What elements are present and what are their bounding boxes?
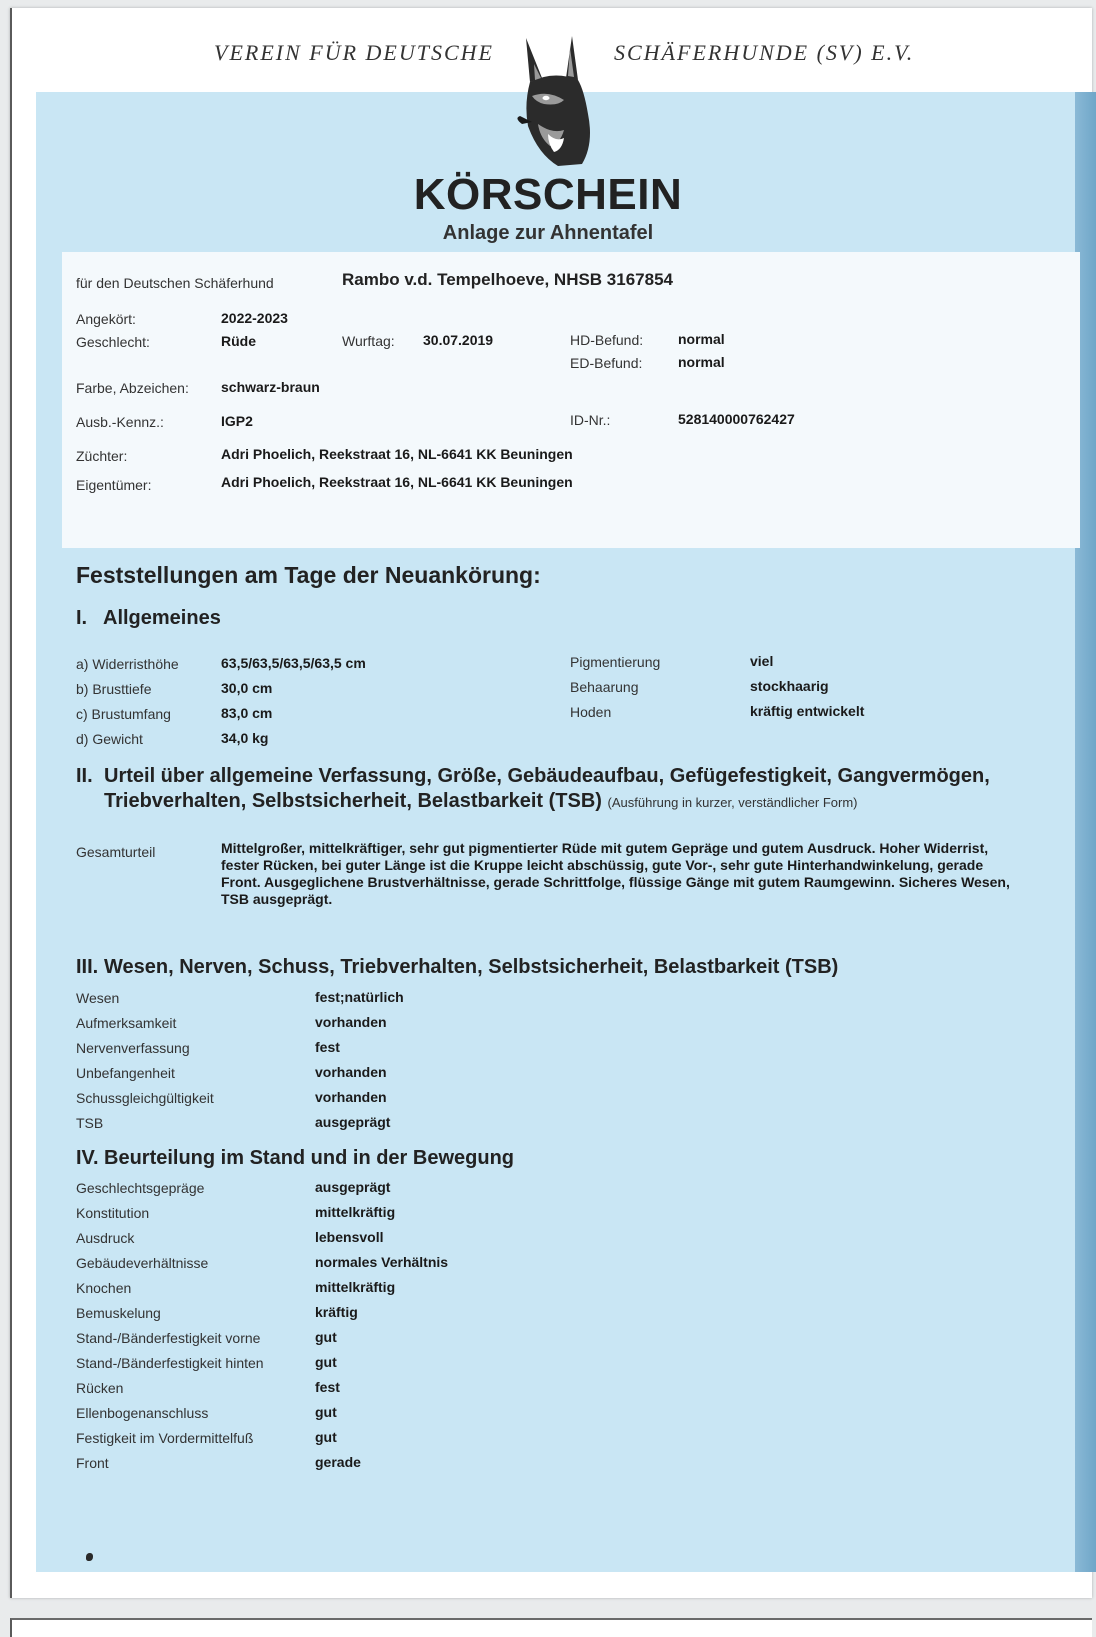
geschlecht-value: Rüde bbox=[221, 333, 256, 349]
s4-label: Rücken bbox=[76, 1380, 124, 1396]
s3-value: fest;natürlich bbox=[315, 989, 404, 1005]
s4-value: normales Verhältnis bbox=[315, 1254, 449, 1270]
s1-left-label: c) Brustumfang bbox=[76, 706, 171, 722]
section-3-title: Wesen, Nerven, Schuss, Triebverhalten, Selbstsicherheit, Belastbarkeit (TSB) bbox=[104, 956, 839, 978]
s1-right-label: Hoden bbox=[570, 704, 612, 720]
s3-label: TSB bbox=[76, 1115, 104, 1131]
s4-value: ausgeprägt bbox=[315, 1179, 391, 1195]
s1-right-label: Behaarung bbox=[570, 679, 639, 695]
gesamturteil-text: Mittelgroßer, mittelkräftiger, sehr gut pigmentierter Rüde mit gutem Gepräge und gutem Ausdruck. Hoher Widerrist, fester Rücken, bei guter Länge ist die Kruppe leicht abschüssig, gute Vor-, sehr gute Hinterhandwinkelung, gerade Front. Ausgeglichene Brustverhältnisse, gerade Schrittfolge, flüssige Gänge mit gutem Raumgewinn. Sicheres Wesen, TSB ausgeprägt. bbox=[221, 840, 1010, 907]
ed-value: normal bbox=[678, 354, 725, 370]
ink-mark bbox=[86, 1553, 93, 1561]
s4-value: gerade bbox=[315, 1454, 361, 1470]
hd-label: HD-Befund: bbox=[570, 332, 644, 348]
club-name-left: VEREIN FÜR DEUTSCHE bbox=[214, 40, 494, 65]
zuechter-label: Züchter: bbox=[76, 448, 128, 464]
s4-label: Ausdruck bbox=[76, 1230, 135, 1246]
s3-value: vorhanden bbox=[315, 1089, 387, 1105]
s3-label: Schussgleichgültigkeit bbox=[76, 1090, 214, 1106]
s1-right-value: kräftig entwickelt bbox=[750, 703, 865, 719]
s4-label: Front bbox=[76, 1455, 109, 1471]
s3-label: Wesen bbox=[76, 990, 120, 1006]
id-value: 528140000762427 bbox=[678, 411, 795, 427]
farbe-value: schwarz-braun bbox=[221, 379, 320, 395]
angekoert-label: Angekört: bbox=[76, 311, 136, 327]
s3-value: vorhanden bbox=[315, 1064, 387, 1080]
s1-left-value: 83,0 cm bbox=[221, 705, 273, 721]
s1-left-value: 30,0 cm bbox=[221, 680, 273, 696]
s4-label: Stand-/Bänderfestigkeit vorne bbox=[76, 1330, 261, 1346]
s1-left-value: 63,5/63,5/63,5/63,5 cm bbox=[221, 655, 366, 671]
ausb-value: IGP2 bbox=[221, 413, 253, 429]
s1-right-value: stockhaarig bbox=[750, 678, 829, 694]
next-page-edge bbox=[10, 1618, 1092, 1637]
section-4-number: IV. bbox=[76, 1147, 99, 1169]
section-2-title-line2 bbox=[104, 788, 858, 816]
section-1-title: Allgemeines bbox=[103, 607, 221, 629]
s4-value: fest bbox=[315, 1379, 340, 1395]
s1-left-value: 34,0 kg bbox=[221, 730, 269, 746]
wurftag-value: 30.07.2019 bbox=[423, 332, 494, 348]
ed-label: ED-Befund: bbox=[570, 355, 643, 371]
section-2-number: II. bbox=[76, 765, 93, 787]
club-name-right: SCHÄFERHUNDE (SV) E.V. bbox=[614, 40, 915, 65]
document-subtitle: Anlage zur Ahnentafel bbox=[442, 222, 654, 244]
s1-right-label: Pigmentierung bbox=[570, 654, 661, 670]
s4-value: gut bbox=[315, 1354, 337, 1370]
findings-heading: Feststellungen am Tage der Neuankörung: bbox=[76, 562, 541, 588]
eigentuemer-value: Adri Phoelich, Reekstraat 16, NL-6641 KK Beuningen bbox=[221, 474, 573, 490]
s4-label: Knochen bbox=[76, 1280, 132, 1296]
farbe-label: Farbe, Abzeichen: bbox=[76, 380, 189, 396]
s3-value: fest bbox=[315, 1039, 340, 1055]
section-2-title-line1: Urteil über allgemeine Verfassung, Größe, Gebäudeaufbau, Gefügefestigkeit, Gangvermögen, bbox=[104, 765, 990, 787]
s1-left-label: a) Widerristhöhe bbox=[76, 656, 179, 672]
intro-label: für den Deutschen Schäferhund bbox=[76, 275, 274, 291]
section-2-title-line2-text: Triebverhalten, Selbstsicherheit, Belastbarkeit (TSB) bbox=[104, 790, 602, 812]
s4-label: Ellenbogenanschluss bbox=[76, 1405, 209, 1421]
eigentuemer-label: Eigentümer: bbox=[76, 477, 152, 493]
s3-label: Nervenverfassung bbox=[76, 1040, 190, 1056]
section-2-title-note: (Ausführung in kurzer, verständlicher Form) bbox=[607, 795, 858, 810]
s4-label: Konstitution bbox=[76, 1205, 150, 1221]
s1-left-label: d) Gewicht bbox=[76, 731, 143, 747]
s4-label: Festigkeit im Vordermittelfuß bbox=[76, 1430, 254, 1446]
id-label: ID-Nr.: bbox=[570, 412, 611, 428]
s4-value: mittelkräftig bbox=[315, 1279, 396, 1295]
dog-info-box bbox=[62, 252, 1080, 548]
geschlecht-label: Geschlecht: bbox=[76, 334, 150, 350]
s4-value: gut bbox=[315, 1429, 337, 1445]
shepherd-dog-head-icon bbox=[508, 34, 598, 170]
gesamturteil-label: Gesamturteil bbox=[76, 844, 156, 860]
s4-value: gut bbox=[315, 1329, 337, 1345]
s4-label: Geschlechtsgepräge bbox=[76, 1180, 205, 1196]
s3-value: ausgeprägt bbox=[315, 1114, 391, 1130]
s4-value: mittelkräftig bbox=[315, 1204, 396, 1220]
wurftag-label: Wurftag: bbox=[342, 333, 395, 349]
zuechter-value: Adri Phoelich, Reekstraat 16, NL-6641 KK Beuningen bbox=[221, 446, 573, 462]
section-1-number: I. bbox=[76, 607, 88, 629]
section-4-title: Beurteilung im Stand und in der Bewegung bbox=[104, 1147, 515, 1169]
s4-label: Gebäudeverhältnisse bbox=[76, 1255, 209, 1271]
s1-right-value: viel bbox=[750, 653, 774, 669]
hd-value: normal bbox=[678, 331, 725, 347]
s4-value: gut bbox=[315, 1404, 337, 1420]
s3-label: Aufmerksamkeit bbox=[76, 1015, 177, 1031]
s4-label: Bemuskelung bbox=[76, 1305, 161, 1321]
angekoert-value: 2022-2023 bbox=[221, 310, 288, 326]
ausb-label: Ausb.-Kennz.: bbox=[76, 414, 164, 430]
s3-value: vorhanden bbox=[315, 1014, 387, 1030]
s1-left-label: b) Brusttiefe bbox=[76, 681, 152, 697]
s4-value: kräftig bbox=[315, 1304, 358, 1320]
s4-label: Stand-/Bänderfestigkeit hinten bbox=[76, 1355, 264, 1371]
s4-value: lebensvoll bbox=[315, 1229, 384, 1245]
s3-label: Unbefangenheit bbox=[76, 1065, 175, 1081]
section-3-number: III. bbox=[76, 956, 99, 978]
document-title: KÖRSCHEIN bbox=[413, 170, 683, 219]
dog-name: Rambo v.d. Tempelhoeve, NHSB 3167854 bbox=[342, 270, 673, 289]
